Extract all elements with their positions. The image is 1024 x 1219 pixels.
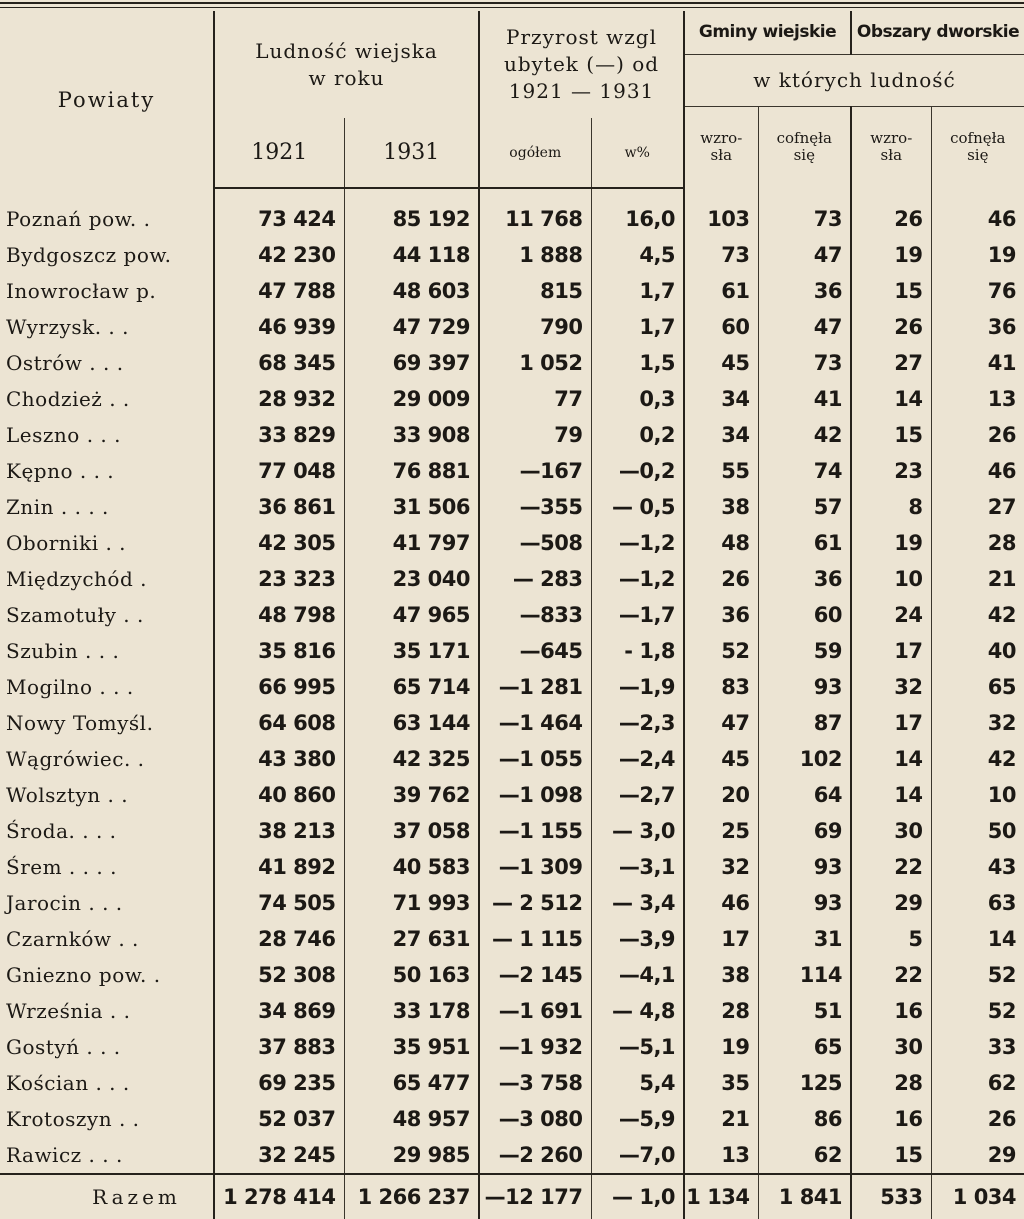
top-double-rule [0,2,1024,4]
header-year-1931: 1931 [344,118,479,188]
top-double-rule-inner [0,7,1024,8]
change-total: —645 [479,633,591,669]
communes-fell: 59 [758,633,851,669]
manors-fell: 76 [931,273,1024,309]
change-total: —833 [479,597,591,633]
district-name: Oborniki . . [6,531,127,555]
manors-fell: 13 [931,381,1024,417]
change-percent: —5,9 [591,1101,684,1137]
manors-rose: 15 [851,1137,931,1174]
manors-fell: 40 [931,633,1024,669]
communes-fell: 61 [758,525,851,561]
population-1931: 41 797 [344,525,479,561]
manors-rose: 19 [851,237,931,273]
district-name: Ostrów . . . [6,351,124,375]
manors-fell: 26 [931,417,1024,453]
manors-rose: 26 [851,309,931,345]
table-row [0,417,1024,453]
change-percent: 1,7 [591,309,684,345]
population-1931: 27 631 [344,921,479,957]
table-row [0,957,1024,993]
district-name: Wolsztyn . . [6,783,129,807]
change-total: — 2 512 [479,885,591,921]
communes-rose: 36 [684,597,758,633]
header-change-total: ogółem [479,118,591,188]
change-total: —3 758 [479,1065,591,1101]
population-1921: 34 869 [214,993,344,1029]
change-total: —1 464 [479,705,591,741]
change-percent: —0,2 [591,453,684,489]
communes-fell: 73 [758,188,851,237]
manors-fell: 26 [931,1101,1024,1137]
manors-fell: 21 [931,561,1024,597]
communes-fell: 74 [758,453,851,489]
population-1921: 28 746 [214,921,344,957]
change-total: —1 932 [479,1029,591,1065]
header-where-population: w których ludność [684,54,1024,106]
manors-rose: 27 [851,345,931,381]
change-total: —12 177 [479,1174,591,1219]
manors-rose: 16 [851,993,931,1029]
change-percent: 1,7 [591,273,684,309]
district-name: Międzychód . [6,567,147,591]
table-row [0,561,1024,597]
population-1931: 1 266 237 [344,1174,479,1219]
district-name: Chodzież . . [6,387,130,411]
header-change: Przyrost wzgl ubytek (—) od 1921 — 1931 [479,11,684,118]
header-manors-fell: cofnęła się [931,106,1024,188]
communes-fell: 93 [758,885,851,921]
population-1921: 36 861 [214,489,344,525]
manors-rose: 29 [851,885,931,921]
communes-fell: 114 [758,957,851,993]
manors-fell: 36 [931,309,1024,345]
communes-fell: 57 [758,489,851,525]
communes-rose: 26 [684,561,758,597]
communes-rose: 45 [684,741,758,777]
manors-rose: 16 [851,1101,931,1137]
population-1921: 42 230 [214,237,344,273]
change-percent: —1,7 [591,597,684,633]
communes-fell: 65 [758,1029,851,1065]
manors-rose: 14 [851,777,931,813]
table-row [0,1101,1024,1137]
table-row [0,188,1024,237]
change-percent: 5,4 [591,1065,684,1101]
population-1931: 63 144 [344,705,479,741]
district-name: Razem [0,1174,214,1219]
district-name: Wągrówiec. . [6,747,145,771]
manors-rose: 22 [851,849,931,885]
manors-fell: 46 [931,188,1024,237]
population-1931: 47 965 [344,597,479,633]
population-1921: 32 245 [214,1137,344,1174]
change-percent: - 1,8 [591,633,684,669]
header-rural-communes: Gminy wiejskie [684,11,851,54]
population-1931: 33 908 [344,417,479,453]
population-1921: 37 883 [214,1029,344,1065]
communes-rose: 103 [684,188,758,237]
population-1931: 65 477 [344,1065,479,1101]
table-row [0,705,1024,741]
communes-fell: 69 [758,813,851,849]
manors-fell: 27 [931,489,1024,525]
district-name: Poznań pow. . [6,206,151,231]
population-1921: 33 829 [214,417,344,453]
population-1921: 52 308 [214,957,344,993]
communes-fell: 62 [758,1137,851,1174]
table-row [0,273,1024,309]
change-percent: 1,5 [591,345,684,381]
communes-rose: 32 [684,849,758,885]
communes-rose: 45 [684,345,758,381]
manors-fell: 10 [931,777,1024,813]
change-total: 77 [479,381,591,417]
population-1921: 66 995 [214,669,344,705]
district-name: Rawicz . . . [6,1143,123,1167]
header-districts: Powiaty [57,87,156,112]
change-total: 1 052 [479,345,591,381]
district-name: Środa. . . . [6,819,117,843]
manors-fell: 1 034 [931,1174,1024,1219]
change-total: 79 [479,417,591,453]
table-row [0,345,1024,381]
district-name: Kępno . . . [6,459,115,483]
population-1931: 47 729 [344,309,479,345]
manors-fell: 52 [931,993,1024,1029]
population-1921: 74 505 [214,885,344,921]
header-communes-fell: cofnęła się [758,106,851,188]
manors-fell: 62 [931,1065,1024,1101]
manors-fell: 52 [931,957,1024,993]
change-total: —1 098 [479,777,591,813]
change-percent: — 0,5 [591,489,684,525]
table-row [0,993,1024,1029]
communes-rose: 48 [684,525,758,561]
manors-fell: 32 [931,705,1024,741]
change-percent: —1,9 [591,669,684,705]
change-total: 11 768 [479,188,591,237]
table-row [0,489,1024,525]
table-header [0,11,1024,188]
communes-rose: 25 [684,813,758,849]
change-percent: —4,1 [591,957,684,993]
communes-rose: 38 [684,489,758,525]
population-1921: 40 860 [214,777,344,813]
communes-rose: 55 [684,453,758,489]
communes-rose: 20 [684,777,758,813]
district-name: Gniezno pow. . [6,963,161,987]
manors-rose: 17 [851,705,931,741]
manors-rose: 5 [851,921,931,957]
change-percent: 0,2 [591,417,684,453]
change-total: —1 281 [479,669,591,705]
manors-rose: 19 [851,525,931,561]
district-name: Wyrzysk. . . [6,315,129,339]
communes-rose: 61 [684,273,758,309]
manors-rose: 26 [851,188,931,237]
manors-rose: 30 [851,813,931,849]
change-total: —355 [479,489,591,525]
manors-fell: 33 [931,1029,1024,1065]
change-total: — 283 [479,561,591,597]
population-1921: 23 323 [214,561,344,597]
manors-rose: 23 [851,453,931,489]
communes-fell: 87 [758,705,851,741]
manors-rose: 24 [851,597,931,633]
table-body [0,188,1024,1219]
communes-rose: 83 [684,669,758,705]
table-row [0,669,1024,705]
population-1931: 29 009 [344,381,479,417]
manors-rose: 10 [851,561,931,597]
district-name: Bydgoszcz pow. [6,243,172,267]
population-1921: 46 939 [214,309,344,345]
change-total: —3 080 [479,1101,591,1137]
manors-rose: 8 [851,489,931,525]
table-row [0,777,1024,813]
manors-rose: 15 [851,273,931,309]
district-name: Szamotuły . . [6,603,144,627]
district-name: Inowrocław p. [6,279,157,303]
manors-rose: 14 [851,381,931,417]
district-name: Jarocin . . . [6,891,123,915]
manors-fell: 19 [931,237,1024,273]
district-name: Leszno . . . [6,423,121,447]
table-row [0,1137,1024,1174]
communes-fell: 47 [758,309,851,345]
district-name: Mogilno . . . [6,675,134,699]
population-1931: 65 714 [344,669,479,705]
manors-fell: 65 [931,669,1024,705]
communes-rose: 19 [684,1029,758,1065]
manors-rose: 533 [851,1174,931,1219]
district-name: Krotoszyn . . [6,1107,140,1131]
population-1931: 48 957 [344,1101,479,1137]
change-percent: —3,1 [591,849,684,885]
manors-rose: 30 [851,1029,931,1065]
population-1921: 38 213 [214,813,344,849]
communes-rose: 73 [684,237,758,273]
manors-fell: 46 [931,453,1024,489]
change-total: —2 145 [479,957,591,993]
change-percent: —7,0 [591,1137,684,1174]
table-row [0,237,1024,273]
change-total: —1 055 [479,741,591,777]
total-row [0,1174,1024,1219]
manors-rose: 15 [851,417,931,453]
rural-population-table [0,11,1024,1219]
change-percent: —2,7 [591,777,684,813]
communes-fell: 73 [758,345,851,381]
communes-rose: 28 [684,993,758,1029]
population-1931: 39 762 [344,777,479,813]
change-total: —508 [479,525,591,561]
change-percent: 4,5 [591,237,684,273]
change-total: —2 260 [479,1137,591,1174]
table-row [0,309,1024,345]
population-1931: 31 506 [344,489,479,525]
communes-fell: 125 [758,1065,851,1101]
change-percent: —1,2 [591,561,684,597]
district-name: Znin . . . . [6,495,109,519]
change-percent: — 4,8 [591,993,684,1029]
table-row [0,1065,1024,1101]
change-total: — 1 115 [479,921,591,957]
population-1931: 29 985 [344,1137,479,1174]
table-row [0,885,1024,921]
change-total: 815 [479,273,591,309]
change-percent: —1,2 [591,525,684,561]
communes-fell: 93 [758,669,851,705]
manors-fell: 63 [931,885,1024,921]
communes-fell: 93 [758,849,851,885]
header-change-percent: w% [591,118,684,188]
table-row [0,381,1024,417]
communes-rose: 13 [684,1137,758,1174]
population-1931: 23 040 [344,561,479,597]
district-name: Września . . [6,999,131,1023]
communes-fell: 51 [758,993,851,1029]
communes-fell: 102 [758,741,851,777]
manors-fell: 50 [931,813,1024,849]
communes-rose: 34 [684,417,758,453]
communes-fell: 36 [758,273,851,309]
manors-fell: 42 [931,741,1024,777]
change-total: —1 309 [479,849,591,885]
communes-rose: 38 [684,957,758,993]
change-percent: 16,0 [591,188,684,237]
change-percent: — 1,0 [591,1174,684,1219]
table-row [0,1029,1024,1065]
change-percent: —2,4 [591,741,684,777]
district-name: Nowy Tomyśl. [6,711,154,735]
communes-rose: 35 [684,1065,758,1101]
header-manor-areas: Obszary dworskie [851,11,1024,54]
population-1921: 73 424 [214,188,344,237]
table-row [0,849,1024,885]
population-1931: 50 163 [344,957,479,993]
population-1931: 35 951 [344,1029,479,1065]
manors-fell: 29 [931,1137,1024,1174]
district-name: Gostyń . . . [6,1035,121,1059]
communes-fell: 42 [758,417,851,453]
population-1931: 76 881 [344,453,479,489]
communes-fell: 47 [758,237,851,273]
table-row [0,741,1024,777]
table-row [0,525,1024,561]
population-1931: 44 118 [344,237,479,273]
population-1931: 71 993 [344,885,479,921]
table-row [0,921,1024,957]
district-name: Śrem . . . . [6,855,117,879]
manors-rose: 17 [851,633,931,669]
manors-rose: 28 [851,1065,931,1101]
population-1921: 68 345 [214,345,344,381]
population-1921: 48 798 [214,597,344,633]
change-total: —1 155 [479,813,591,849]
header-manors-rose: wzro- sła [851,106,931,188]
population-1921: 42 305 [214,525,344,561]
communes-fell: 86 [758,1101,851,1137]
population-1931: 33 178 [344,993,479,1029]
change-total: —1 691 [479,993,591,1029]
manors-fell: 14 [931,921,1024,957]
table-row [0,597,1024,633]
change-total: —167 [479,453,591,489]
population-1921: 47 788 [214,273,344,309]
table-row [0,633,1024,669]
population-1921: 1 278 414 [214,1174,344,1219]
population-1931: 48 603 [344,273,479,309]
population-1921: 35 816 [214,633,344,669]
manors-fell: 43 [931,849,1024,885]
population-1921: 28 932 [214,381,344,417]
population-1931: 37 058 [344,813,479,849]
header-year-1921: 1921 [214,118,344,188]
manors-rose: 22 [851,957,931,993]
table-row [0,453,1024,489]
population-1931: 69 397 [344,345,479,381]
manors-rose: 14 [851,741,931,777]
district-name: Kościan . . . [6,1071,130,1095]
communes-rose: 17 [684,921,758,957]
change-percent: — 3,0 [591,813,684,849]
header-communes-rose: wzro- sła [684,106,758,188]
communes-rose: 21 [684,1101,758,1137]
communes-fell: 60 [758,597,851,633]
communes-fell: 64 [758,777,851,813]
communes-rose: 47 [684,705,758,741]
population-1931: 85 192 [344,188,479,237]
communes-fell: 31 [758,921,851,957]
population-1921: 64 608 [214,705,344,741]
communes-fell: 1 841 [758,1174,851,1219]
change-percent: —5,1 [591,1029,684,1065]
population-1921: 43 380 [214,741,344,777]
communes-fell: 36 [758,561,851,597]
population-1931: 40 583 [344,849,479,885]
communes-fell: 41 [758,381,851,417]
communes-rose: 1 134 [684,1174,758,1219]
district-name: Czarnków . . [6,927,139,951]
change-percent: — 3,4 [591,885,684,921]
population-1921: 77 048 [214,453,344,489]
population-1931: 42 325 [344,741,479,777]
table-row [0,813,1024,849]
manors-fell: 42 [931,597,1024,633]
communes-rose: 34 [684,381,758,417]
change-percent: —2,3 [591,705,684,741]
communes-rose: 46 [684,885,758,921]
change-percent: 0,3 [591,381,684,417]
manors-rose: 32 [851,669,931,705]
communes-rose: 52 [684,633,758,669]
population-1921: 69 235 [214,1065,344,1101]
change-percent: —3,9 [591,921,684,957]
manors-fell: 41 [931,345,1024,381]
communes-rose: 60 [684,309,758,345]
manors-fell: 28 [931,525,1024,561]
header-rural-population: Ludność wiejska w roku [214,11,479,118]
district-name: Szubin . . . [6,639,120,663]
population-1931: 35 171 [344,633,479,669]
change-total: 1 888 [479,237,591,273]
population-1921: 52 037 [214,1101,344,1137]
change-total: 790 [479,309,591,345]
population-1921: 41 892 [214,849,344,885]
